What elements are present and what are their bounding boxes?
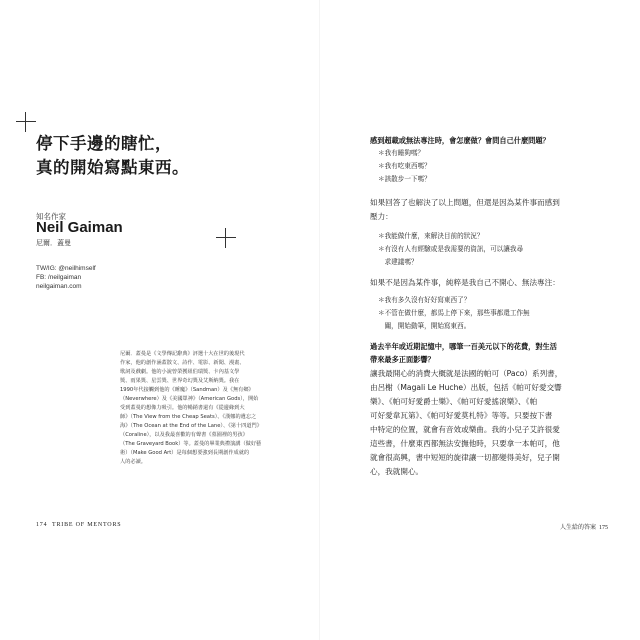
social-twitter: TW/IG: @neilhimself — [36, 265, 96, 272]
p3-line: 讓我最開心的消費大概就是法國的帕可（Paco）系列書， — [370, 369, 563, 378]
paragraph-1 — [370, 196, 618, 224]
title-line: 真的開始寫點東西。 — [36, 158, 189, 177]
p3-line: 心，我就開心。 — [370, 467, 424, 476]
title-line: 停下手邊的瞎忙， — [36, 134, 172, 153]
folio-right — [560, 522, 608, 531]
page-number-right: 175 — [599, 525, 609, 531]
bio-line: 作家，他的創作涵蓋散文、詩作、電影、新聞、漫畫、 — [120, 360, 245, 366]
p1-line: 壓力： — [370, 212, 393, 221]
bio-line: 歌詞及戲劇。他的小說曾榮獲紐伯瑞獎、卡內基文學 — [120, 369, 240, 375]
question-2-block — [370, 340, 618, 366]
bio-line: 海》（The Ocean at the End of the Lane）、《第十四道門》 — [120, 423, 262, 429]
book-section-running-head: 人生給的答案 — [560, 524, 597, 531]
question-2-line: 帶來最多正面影響？ — [370, 355, 435, 364]
bio-line: 人的必讀。 — [120, 459, 146, 465]
book-title-running-head: TRIBE OF MENTORS — [52, 522, 122, 528]
author-bio — [120, 350, 298, 467]
social-links — [36, 264, 96, 291]
question-1-block — [370, 134, 618, 186]
bio-line: （Coraline），以及我最喜歡的有聲書《墓園裡的男孩》 — [120, 432, 248, 438]
p2-bullet: ＊不管在做什麼，都馬上停下來，那些事都還工作無 — [378, 309, 530, 317]
p1-bullet: ＊我能做什麼，來解決目前的狀況？ — [378, 232, 484, 240]
p3-line: 這些書，什麼東西都無法安撫他時，只要拿一本帕可，他 — [370, 439, 560, 448]
p3-line: 中特定的位置，就會有音效或樂曲。我的小兒子艾許很愛 — [370, 425, 560, 434]
p2-line: 如果不是因為某件事，純粹是我自己不開心、無法專注： — [370, 278, 560, 287]
p2-bullet: ＊我有多久沒有好好寫東西了？ — [378, 296, 471, 304]
author-role: 知名作家 — [36, 212, 66, 221]
author-name: Neil Gaiman — [36, 219, 123, 236]
paragraph-2-bullets — [370, 294, 618, 333]
page-number-left: 174 — [36, 522, 48, 528]
bio-line: 獎、雨果獎、星雲獎、世界奇幻獎及艾斯納獎。我在 — [120, 378, 240, 384]
p3-line: 就會很高興，書中短短的旋律讓一切都變得美好，兒子開 — [370, 453, 560, 462]
p1-bullet: 求建議嗎？ — [378, 258, 418, 266]
author-name-chinese: 尼爾．蓋曼 — [36, 239, 71, 247]
social-facebook: FB: /neilgaiman — [36, 274, 82, 281]
paragraph-3 — [370, 367, 618, 479]
q1-bullet: ＊該散步一下嗎？ — [378, 175, 431, 183]
p3-line: 樂》、《帕可好愛爵士樂》、《帕可好愛搖滾樂》、《帕 — [370, 397, 538, 406]
bio-line: 受到蓋曼的想像力吸引。他的暢銷書還有《從邊緣到大 — [120, 405, 245, 411]
bio-line: 尼爾．蓋曼是《文學傳記辭典》評選十大在世的後現代 — [120, 351, 245, 357]
bio-line: （The Graveyard Book）等。蓋曼的畢業典禮演講（做好藝 — [120, 441, 262, 447]
p1-line: 如果回答了也解決了以上問題，但還是因為某件事而感到 — [370, 198, 560, 207]
q1-bullet: ＊我有睡夠嗎？ — [378, 149, 425, 157]
bio-line: 術）（Make Good Art）是每個想要強到長期創作成就的 — [120, 450, 250, 456]
crop-mark-middle — [216, 228, 236, 248]
folio-left — [36, 522, 121, 528]
p2-bullet: 關，開始動筆，開始寫東西。 — [378, 322, 471, 330]
crop-mark-top-left — [16, 112, 36, 132]
question-2-line: 過去半年或近期記憶中，哪筆一百美元以下的花費，對生活 — [370, 342, 557, 351]
p1-bullet: ＊有沒有人有經驗或是我需要的資訊，可以讓我尋 — [378, 245, 524, 253]
bio-line: （Neverwhere）及《美國眾神》（American Gods），開始 — [120, 396, 259, 402]
q1-bullet: ＊我有吃東西嗎？ — [378, 162, 431, 170]
paragraph-2 — [370, 276, 618, 290]
paragraph-1-bullets — [370, 230, 618, 269]
chapter-title — [36, 132, 189, 180]
p3-line: 由呂榭（Magali Le Huche）出版，包括《帕可好愛交響 — [370, 383, 562, 392]
p3-line: 可好愛韋瓦第》、《帕可好愛莫札特》等等。只要按下書 — [370, 411, 553, 420]
question-1: 感到超載或無法專注時，會怎麼做？會問自己什麼問題？ — [370, 136, 550, 145]
social-website: neilgaiman.com — [36, 283, 82, 290]
bio-line: 師》（The View from the Cheap Seats）、《漢娜的遺忘之 — [120, 414, 257, 420]
bio-line: 1990年代接觸到他的《睡魔》（Sandman）及《無有鄉》 — [120, 387, 254, 393]
